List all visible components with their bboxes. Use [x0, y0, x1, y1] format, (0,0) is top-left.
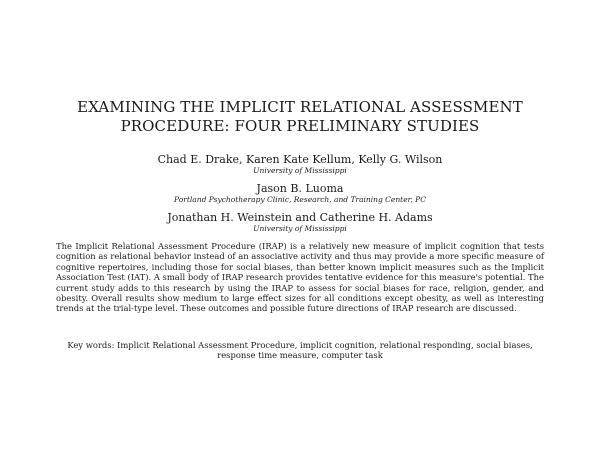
author-group-1	[100, 153, 500, 176]
author-group-2	[100, 182, 500, 205]
keywords-line-1: Key words: Implicit Relational Assessment Procedure, implicit cognition, relational responding, social biases,	[67, 340, 533, 350]
paper-title	[60, 98, 540, 136]
author-group-3	[100, 211, 500, 234]
author-names: Chad E. Drake, Karen Kate Kellum, Kelly G. Wilson	[157, 153, 443, 166]
author-names: Jason B. Luoma	[256, 182, 344, 195]
title-line-1: EXAMINING THE IMPLICIT RELATIONAL ASSESSMENT	[77, 98, 523, 116]
abstract-text: The Implicit Relational Assessment Procedure (IRAP) is a relatively new measure of implicit cognition that tests cognition as relational behavior instead of an associative activity and thus may provide a more specific measure of cognitive repertoires, including those for social biases, than better known implicit measures such as the Implicit Association Test (IAT). A small body of IRAP research provides tentative evidence for this measure's potential. The current study adds to this research by using the IRAP to assess for social biases for race, religion, gender, and obesity. Overall results show medium to large effect sizes for all conditions except obesity, as well as interesting trends at the trial-type level. These outcomes and possible future directions of IRAP research are discussed.	[56, 241, 544, 314]
keywords	[56, 340, 544, 361]
author-affiliation: University of Mississippi	[253, 224, 347, 233]
author-affiliation: University of Mississippi	[253, 166, 347, 175]
title-line-2: PROCEDURE: FOUR PRELIMINARY STUDIES	[120, 117, 480, 135]
author-affiliation: Portland Psychotherapy Clinic, Research, and Training Center, PC	[174, 195, 426, 204]
author-names: Jonathan H. Weinstein and Catherine H. Adams	[167, 211, 433, 224]
keywords-line-2: response time measure, computer task	[217, 350, 383, 361]
